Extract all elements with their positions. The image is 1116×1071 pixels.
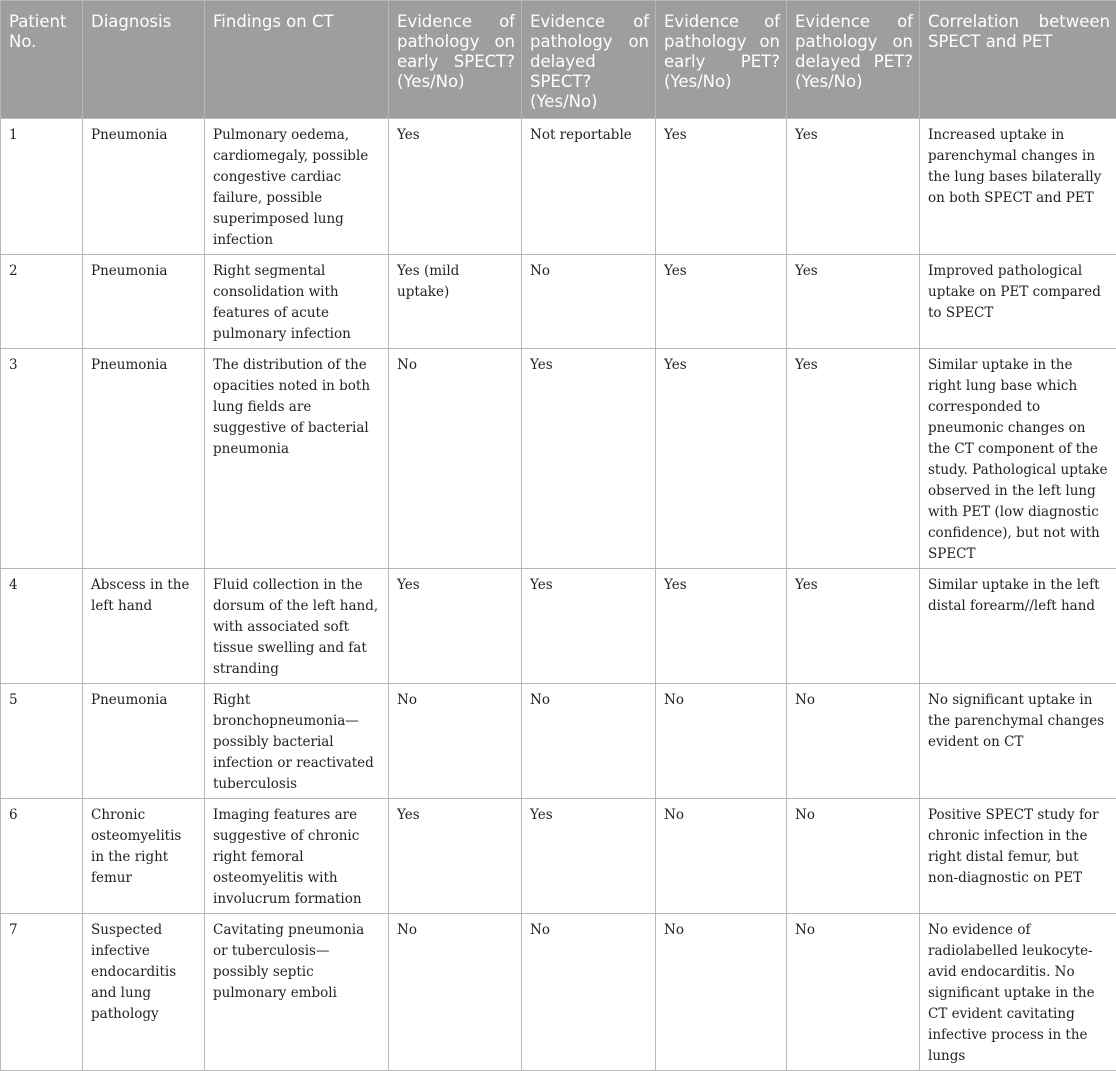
cell-delayed-spect: Yes xyxy=(522,799,656,914)
cell-ct-findings: Pulmonary oedema, cardiomegaly, possible congestive cardiac failure, possible superimposed lung infection xyxy=(205,119,389,255)
table-row xyxy=(1,255,1116,349)
header-ct-findings: Findings on CT xyxy=(205,1,389,119)
cell-early-spect: Yes xyxy=(389,799,522,914)
header-patient-no: Patient No. xyxy=(1,1,83,119)
cell-diagnosis: Pneumonia xyxy=(83,119,205,255)
cell-patient-no: 7 xyxy=(1,914,83,1071)
cell-delayed-spect: Yes xyxy=(522,569,656,684)
cell-diagnosis: Pneumonia xyxy=(83,684,205,799)
cell-patient-no: 5 xyxy=(1,684,83,799)
cell-early-pet: Yes xyxy=(656,569,787,684)
cell-delayed-spect: Yes xyxy=(522,349,656,569)
cell-early-spect: Yes (mild uptake) xyxy=(389,255,522,349)
cell-early-pet: Yes xyxy=(656,119,787,255)
cell-delayed-spect: No xyxy=(522,914,656,1071)
header-delayed-pet: Evidence of pathology on delayed PET? (Yes/No) xyxy=(787,1,920,119)
cell-correlation: No significant uptake in the parenchymal changes evident on CT xyxy=(920,684,1116,799)
cell-ct-findings: Imaging features are suggestive of chronic right femoral osteomyelitis with involucrum formation xyxy=(205,799,389,914)
cell-early-pet: No xyxy=(656,799,787,914)
table-row xyxy=(1,799,1116,914)
cell-early-pet: No xyxy=(656,684,787,799)
cell-delayed-pet: Yes xyxy=(787,349,920,569)
table-row xyxy=(1,684,1116,799)
table-header-row xyxy=(1,1,1116,119)
header-early-pet: Evidence of pathology on early PET? (Yes/No) xyxy=(656,1,787,119)
cell-early-pet: Yes xyxy=(656,255,787,349)
cell-correlation: Increased uptake in parenchymal changes in the lung bases bilaterally on both SPECT and PET xyxy=(920,119,1116,255)
cell-delayed-spect: Not reportable xyxy=(522,119,656,255)
cell-delayed-spect: No xyxy=(522,255,656,349)
cell-patient-no: 1 xyxy=(1,119,83,255)
cell-delayed-pet: Yes xyxy=(787,255,920,349)
table-row xyxy=(1,914,1116,1071)
cell-diagnosis: Suspected infective endocarditis and lung pathology xyxy=(83,914,205,1071)
cell-ct-findings: Fluid collection in the dorsum of the left hand, with associated soft tissue swelling and fat stranding xyxy=(205,569,389,684)
table-row xyxy=(1,569,1116,684)
cell-delayed-pet: Yes xyxy=(787,569,920,684)
cell-patient-no: 3 xyxy=(1,349,83,569)
cell-ct-findings: Right bronchopneumonia—possibly bacterial infection or reactivated tuberculosis xyxy=(205,684,389,799)
cell-diagnosis: Chronic osteomyelitis in the right femur xyxy=(83,799,205,914)
cell-correlation: Improved pathological uptake on PET compared to SPECT xyxy=(920,255,1116,349)
cell-patient-no: 6 xyxy=(1,799,83,914)
cell-ct-findings: The distribution of the opacities noted in both lung fields are suggestive of bacterial pneumonia xyxy=(205,349,389,569)
cell-diagnosis: Pneumonia xyxy=(83,349,205,569)
cell-diagnosis: Abscess in the left hand xyxy=(83,569,205,684)
cell-early-pet: No xyxy=(656,914,787,1071)
cell-early-spect: Yes xyxy=(389,569,522,684)
cell-ct-findings: Cavitating pneumonia or tuberculosis—possibly septic pulmonary emboli xyxy=(205,914,389,1071)
cell-correlation: Similar uptake in the right lung base which corresponded to pneumonic changes on the CT component of the study. Pathological uptake observed in the left lung with PET (low diagnostic confidence), but not with SPECT xyxy=(920,349,1116,569)
cell-early-spect: No xyxy=(389,349,522,569)
cell-ct-findings: Right segmental consolidation with features of acute pulmonary infection xyxy=(205,255,389,349)
cell-correlation: No evidence of radiolabelled leukocyte-avid endocarditis. No significant uptake in the CT evident cavitating infective process in the lungs xyxy=(920,914,1116,1071)
cell-delayed-pet: No xyxy=(787,684,920,799)
cell-early-spect: Yes xyxy=(389,119,522,255)
cell-correlation: Similar uptake in the left distal forearm//left hand xyxy=(920,569,1116,684)
cell-delayed-pet: No xyxy=(787,799,920,914)
cell-delayed-pet: No xyxy=(787,914,920,1071)
cell-correlation: Positive SPECT study for chronic infection in the right distal femur, but non-diagnostic on PET xyxy=(920,799,1116,914)
header-correlation: Correlation between SPECT and PET xyxy=(920,1,1116,119)
cell-early-pet: Yes xyxy=(656,349,787,569)
cell-delayed-spect: No xyxy=(522,684,656,799)
cell-diagnosis: Pneumonia xyxy=(83,255,205,349)
cell-early-spect: No xyxy=(389,684,522,799)
cell-early-spect: No xyxy=(389,914,522,1071)
cell-patient-no: 2 xyxy=(1,255,83,349)
table-row xyxy=(1,349,1116,569)
cell-patient-no: 4 xyxy=(1,569,83,684)
cell-delayed-pet: Yes xyxy=(787,119,920,255)
header-delayed-spect: Evidence of pathology on delayed SPECT? (Yes/No) xyxy=(522,1,656,119)
header-early-spect: Evidence of pathology on early SPECT? (Yes/No) xyxy=(389,1,522,119)
table-row xyxy=(1,119,1116,255)
header-diagnosis: Diagnosis xyxy=(83,1,205,119)
